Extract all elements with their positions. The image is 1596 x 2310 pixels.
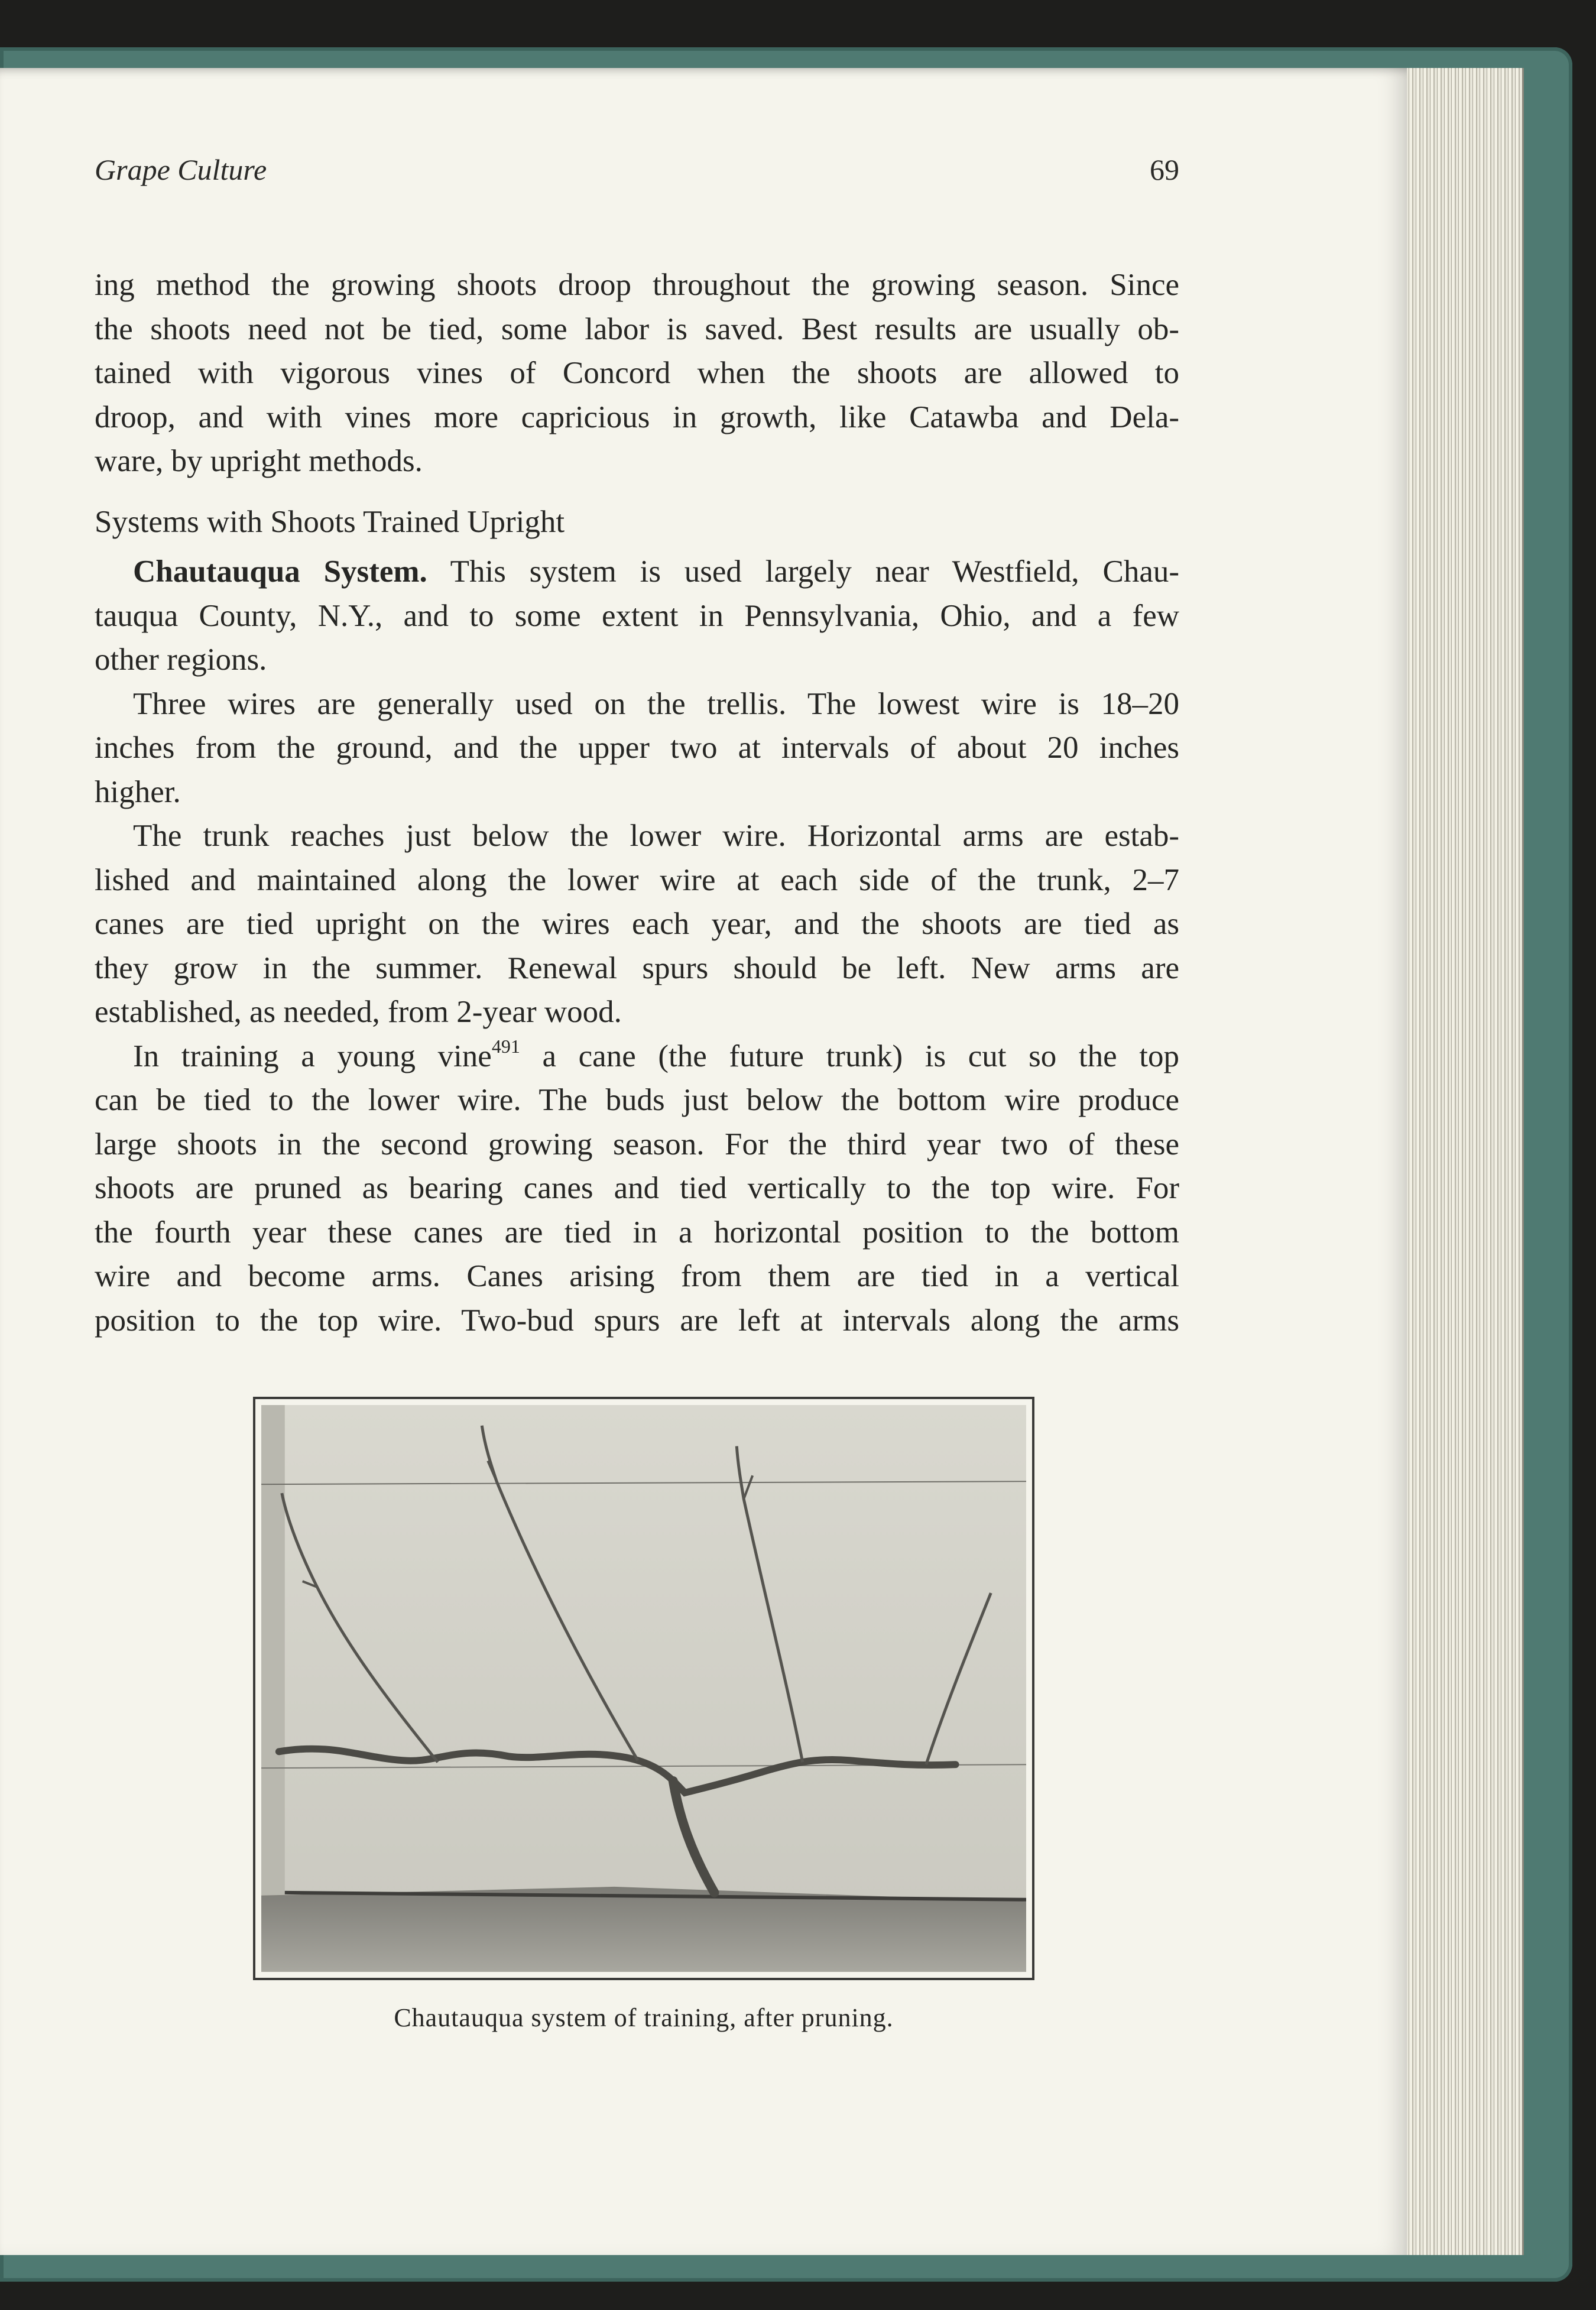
- text-line: shoots are pruned as bearing canes and tied vertically to the top wire. For: [95, 1171, 1179, 1205]
- text-line: inches from the ground, and the upper two at intervals of about 20 inches: [95, 731, 1179, 765]
- page-edges: [1395, 68, 1524, 2255]
- text-line: lished and maintained along the lower wire at each side of the trunk, 2–7: [95, 862, 1179, 897]
- text-line: higher.: [95, 774, 181, 809]
- system-name: Chautauqua System.: [133, 554, 427, 589]
- text-line: ware, by upright methods.: [95, 444, 423, 478]
- text-line: tauqua County, N.Y., and to some extent in Pennsylvania, Ohio, and a few: [95, 598, 1179, 633]
- page-number: 69: [1150, 153, 1179, 186]
- text-line: they grow in the summer. Renewal spurs should be left. New arms are: [95, 950, 1179, 985]
- text-line: [95, 550, 1179, 594]
- body-text: [95, 263, 1179, 1342]
- text-line: droop, and with vines more capricious in growth, like Catawba and Dela-: [95, 400, 1179, 434]
- text-line: large shoots in the second growing season. For the third year two of these: [95, 1127, 1179, 1162]
- text-line: The trunk reaches just below the lower wire. Horizontal arms are estab-: [133, 819, 1179, 853]
- text-run: a cane (the future trunk) is cut so the top: [520, 1039, 1180, 1073]
- section-heading: Systems with Shoots Trained Upright: [95, 504, 565, 539]
- grapevine-photo: [261, 1405, 1026, 1972]
- text-line: position to the top wire. Two-bud spurs are left at intervals along the arms: [95, 1303, 1179, 1338]
- text-line: ing method the growing shoots droop throughout the growing season. Since: [95, 268, 1179, 302]
- text-line: [95, 1034, 1179, 1079]
- reference-superscript: 491: [491, 1035, 520, 1057]
- text-line: tained with vigorous vines of Concord when the shoots are allowed to: [95, 356, 1179, 390]
- running-title: Grape Culture: [95, 153, 267, 186]
- text-line: the shoots need not be tied, some labor is saved. Best results are usually ob-: [95, 312, 1179, 346]
- text-line: the fourth year these canes are tied in a horizontal position to the bottom: [95, 1215, 1179, 1250]
- text-run: This system is used largely near Westfield, Chau-: [427, 554, 1179, 589]
- text-line: other regions.: [95, 643, 267, 677]
- text-line: Three wires are generally used on the trellis. The lowest wire is 18–20: [133, 686, 1179, 721]
- text-line: can be tied to the lower wire. The buds just below the bottom wire produce: [95, 1083, 1179, 1117]
- text-line: canes are tied upright on the wires each year, and the shoots are tied as: [95, 907, 1179, 941]
- figure-photo: [253, 1397, 1034, 1980]
- text-run: In training a young vine: [133, 1039, 492, 1073]
- figure-caption: Chautauqua system of training, after pruning.: [394, 2003, 894, 2032]
- text-line: wire and become arms. Canes arising from them are tied in a vertical: [95, 1259, 1179, 1293]
- text-line: established, as needed, from 2-year wood.: [95, 995, 622, 1029]
